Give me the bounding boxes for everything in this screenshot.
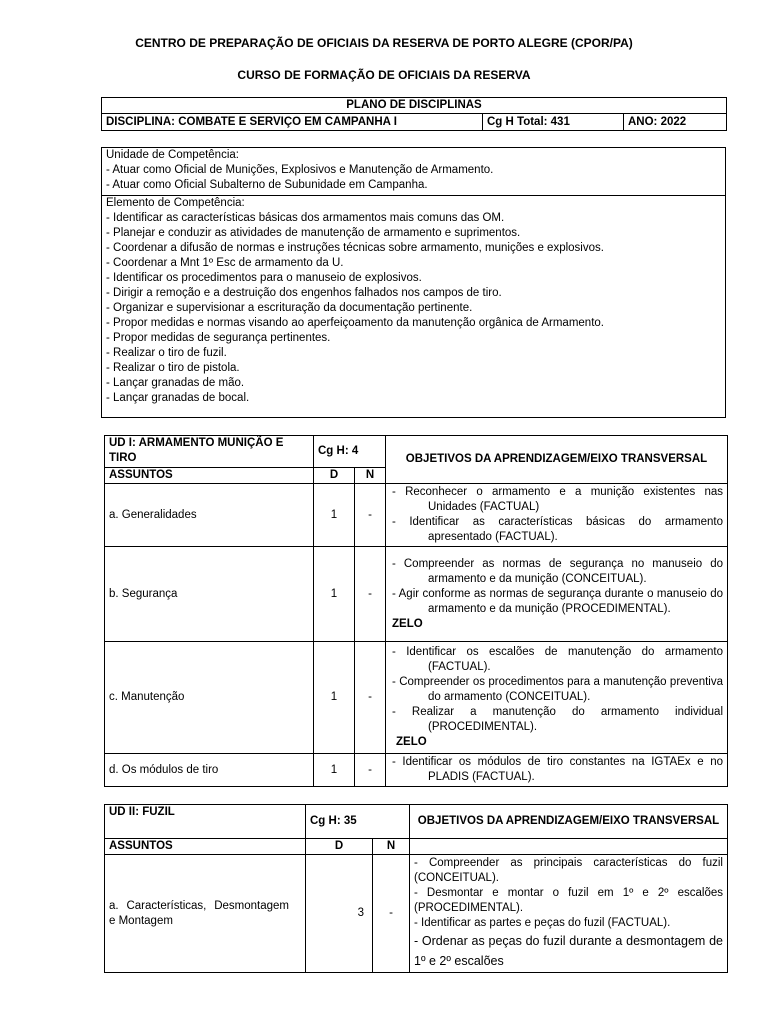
competence-element-item: - Dirigir a remoção e a destruição dos engenhos falhados nos campos de tiro. (106, 287, 502, 299)
year: ANO: 2022 (624, 114, 727, 131)
ud2-table (104, 804, 728, 973)
objectives-cell (386, 547, 728, 642)
d-cell: 1 (314, 547, 355, 642)
table-row (105, 547, 728, 642)
objective-item: - Compreender os procedimentos para a manutenção preventiva do armamento (CONCEITUAL). (392, 676, 723, 703)
competence-element-item: - Identificar as características básicas dos armamentos mais comuns das OM. (106, 212, 505, 224)
objectives-cell (410, 855, 728, 973)
objective-item: - Reconhecer o armamento e a munição existentes nas Unidades (FACTUAL) (392, 486, 723, 513)
competence-element-item: - Identificar os procedimentos para o manuseio de explosivos. (106, 272, 422, 284)
ud2-hours: Cg H: 35 (306, 805, 410, 839)
subject-cell (105, 855, 306, 973)
table-row (105, 754, 728, 787)
d-cell: 1 (314, 754, 355, 787)
discipline-name: DISCIPLINA: COMBATE E SERVIÇO EM CAMPANHA I (102, 114, 483, 131)
n-cell: - (373, 855, 410, 973)
competence-element-item: - Propor medidas de segurança pertinentes. (106, 332, 331, 344)
objective-item: - Identificar as partes e peças do fuzil (FACTUAL). (414, 917, 671, 929)
competence-table (101, 147, 726, 418)
table-row (105, 642, 728, 754)
ud1-col-d: D (314, 468, 355, 484)
objective-item: - Agir conforme as normas de segurança durante o manuseio do armamento e da munição (PROCEDIMENTAL). (392, 587, 723, 615)
objective-item: - Ordenar as peças do fuzil durante a desmontagem de 1º e 2º escalões (414, 934, 723, 968)
d-cell: 1 (314, 642, 355, 754)
competence-unit-item: - Atuar como Oficial Subalterno de Subunidade em Campanha. (106, 179, 428, 191)
competence-unit-title: Unidade de Competência: (106, 149, 239, 161)
ud2-col-d: D (306, 839, 373, 855)
competence-element-item: - Propor medidas e normas visando ao aperfeiçoamento da manutenção orgânica de Armamento. (106, 317, 604, 329)
objective-item: - Desmontar e montar o fuzil em 1º e 2º escalões (PROCEDIMENTAL). (414, 887, 723, 914)
ud1-title: UD I: ARMAMENTO MUNIÇÃO E TIRO (105, 436, 314, 468)
ud1-objectives-header: OBJETIVOS DA APRENDIZAGEM/EIXO TRANSVERSAL (386, 436, 728, 484)
competence-element-item: - Organizar e supervisionar a escrituração da documentação pertinente. (106, 302, 473, 314)
plan-title: PLANO DE DISCIPLINAS (102, 98, 727, 114)
d-cell: 3 (306, 855, 373, 973)
d-cell: 1 (314, 484, 355, 547)
objective-item: - Identificar os escalões de manutenção do armamento (FACTUAL). (392, 646, 723, 673)
subject-cell: d. Os módulos de tiro (105, 754, 314, 787)
n-cell: - (355, 642, 386, 754)
table-row (105, 855, 728, 973)
competence-element (102, 196, 726, 418)
ud2-col-n: N (373, 839, 410, 855)
course-title: CURSO DE FORMAÇÃO DE OFICIAIS DA RESERVA (237, 68, 531, 82)
objectives-cell (386, 642, 728, 754)
plan-header-table (101, 97, 727, 131)
competence-element-item: - Planejar e conduzir as atividades de manutenção de armamento e suprimentos. (106, 227, 521, 239)
objectives-cell (386, 754, 728, 787)
subject-cell: b. Segurança (105, 547, 314, 642)
competence-element-item: - Realizar o tiro de fuzil. (106, 347, 227, 359)
ud1-table (104, 435, 728, 787)
competence-element-item: - Realizar o tiro de pistola. (106, 362, 240, 374)
competence-element-item: - Coordenar a Mnt 1º Esc de armamento da U. (106, 257, 344, 269)
total-hours: Cg H Total: 431 (483, 114, 624, 131)
objective-item: - Identificar as características básicas do armamento apresentado (FACTUAL). (392, 516, 723, 543)
subject-cell: a. Generalidades (105, 484, 314, 547)
objective-item: - Identificar os módulos de tiro constantes na IGTAEx e no PLADIS (FACTUAL). (392, 756, 723, 783)
competence-unit (102, 148, 726, 196)
objective-item: - Compreender as normas de segurança no manuseio do armamento e da munição (CONCEITUAL). (392, 557, 723, 585)
ud2-objectives-header: OBJETIVOS DA APRENDIZAGEM/EIXO TRANSVERSAL (410, 805, 728, 839)
n-cell: - (355, 547, 386, 642)
transversal-axis-note: ZELO (392, 617, 423, 630)
transversal-axis-note: ZELO (396, 736, 427, 748)
objective-item: - Compreender as principais características do fuzil (CONCEITUAL). (414, 857, 723, 884)
competence-element-item: - Coordenar a difusão de normas e instruções técnicas sobre armamento, munições e explosivos. (106, 242, 604, 254)
ud2-objectives-blank (410, 839, 728, 855)
subject-text: a. Características, Desmontagem e Montagem (109, 899, 289, 927)
competence-element-item: - Lançar granadas de mão. (106, 377, 245, 389)
ud2-title: UD II: FUZIL (105, 805, 306, 839)
ud2-col-subjects: ASSUNTOS (105, 839, 306, 855)
institution-title: CENTRO DE PREPARAÇÃO DE OFICIAIS DA RESERVA DE PORTO ALEGRE (CPOR/PA) (135, 36, 633, 50)
ud1-col-n: N (355, 468, 386, 484)
table-row (105, 484, 728, 547)
competence-element-title: Elemento de Competência: (106, 197, 245, 209)
n-cell: - (355, 484, 386, 547)
ud1-hours: Cg H: 4 (314, 436, 386, 468)
ud1-col-subjects: ASSUNTOS (105, 468, 314, 484)
competence-unit-item: - Atuar como Oficial de Munições, Explosivos e Manutenção de Armamento. (106, 164, 494, 176)
subject-cell: c. Manutenção (105, 642, 314, 754)
objectives-cell (386, 484, 728, 547)
n-cell: - (355, 754, 386, 787)
objective-item: - Realizar a manutenção do armamento individual (PROCEDIMENTAL). (392, 706, 723, 733)
competence-element-item: - Lançar granadas de bocal. (106, 392, 250, 404)
